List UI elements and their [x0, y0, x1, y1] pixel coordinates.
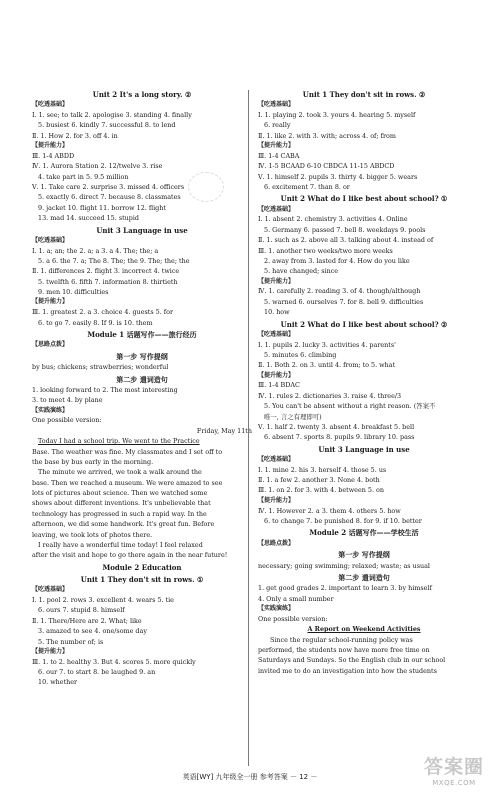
section-tag: 【吃透基础】: [32, 236, 69, 244]
watermark-url: MXQE.COM: [432, 779, 476, 787]
section-heading: 第二步 遣词造句: [116, 374, 168, 384]
answer-line: base. Then we reached a museum. We were amazed to see: [32, 478, 223, 487]
answer-line: 5. a 6. the 7. a; The 8. The; the 9. The; the; the: [38, 256, 190, 265]
section-heading: 第一步 写作提纲: [338, 550, 390, 560]
section-tag: 【吃透基础】: [32, 101, 69, 109]
answer-line: 3. amazed to see 4. one/some day: [38, 627, 147, 636]
answer-line: 9. men 10. difficulties: [38, 288, 109, 297]
answer-line: 6. our 7. to start 8. be laughed 9. an: [38, 668, 156, 677]
section-heading: Unit 1 They don't sit in rows. ①: [80, 575, 204, 585]
answer-line: I really have a wonderful time today! I feel relaxed: [38, 540, 203, 549]
section-tag: 【吃透基础】: [258, 101, 295, 109]
answer-line: Ⅳ. 1. However 2. a 3. them 4. others 5. how: [258, 506, 401, 515]
essay-line: Today I had a school trip. We went to the Practice: [38, 437, 200, 446]
answer-line: Ⅳ. 1. Aurora Station 2. 12/twelve 3. rise: [32, 162, 163, 171]
answer-line: One possible version:: [32, 416, 102, 425]
answer-line: 10. how: [264, 308, 290, 317]
answer-line: Ⅲ. 1. another two weeks/two more weeks: [258, 246, 393, 255]
answer-line: Ⅲ. 1. to 2. healthy 3. But 4. scores 5. more quickly: [32, 657, 196, 666]
answer-line: 1. looking forward to 2. The most interesting: [32, 385, 178, 394]
section-heading: Unit 2 It's a long story. ②: [92, 90, 192, 99]
watermark-logo-text: 答案圈: [423, 756, 484, 778]
section-tag: 【实践演练】: [32, 406, 69, 414]
answer-line: 9. jacket 10. flight 11. borrow 12. flight: [38, 203, 166, 212]
answer-line: The minute we arrived, we took a walk around the: [38, 468, 202, 477]
answer-line: 5. Germany 6. passed 7. bell 8. weekdays 9. pools: [264, 225, 426, 234]
answer-line: Base. The weather was fine. My classmates and I set off to: [32, 447, 223, 456]
answer-line: Ⅰ. 1. pool 2. rows 3. excellent 4. wears 5. tie: [32, 596, 174, 605]
section-heading: Unit 2 What do I like best about school? ①: [280, 194, 448, 204]
answer-line: Ⅱ. 1. such as 2. above all 3. talking about 4. instead of: [258, 236, 434, 245]
answer-line: shows about different inventions. It's unbelievable that: [32, 499, 211, 508]
answer-line: Ⅱ. 1. There/Here are 2. What; like: [32, 616, 142, 625]
answer-line: 10. whether: [38, 678, 78, 687]
answer-line: Ⅳ. 1. rules 2. dictionaries 3. raise 4. three/3: [258, 391, 402, 400]
answer-line: One possible version:: [258, 614, 328, 623]
answer-line: 5. have changed; since: [264, 267, 339, 276]
answer-line: 5. warned 6. ourselves 7. for 8. bell 9. difficulties: [264, 297, 424, 306]
answer-line: 6. to go 7. easily 8. If 9. is 10. them: [38, 318, 153, 327]
answer-line: Since the regular school-running policy was: [270, 635, 413, 644]
column-divider: [248, 90, 249, 766]
section-heading: Unit 1 They don't sit in rows. ②: [302, 90, 426, 99]
site-watermark: [424, 752, 484, 787]
answer-line: 6. excitement 7. than 8. or: [264, 183, 350, 192]
faint-stamp-mark: [188, 172, 224, 202]
answer-line: Ⅱ. 1. differences 2. flight 3. incorrect 4. twice: [32, 267, 180, 276]
section-tag: 【实践演练】: [258, 605, 295, 613]
answer-line: by bus; chickens; strawberries; wonderful: [32, 363, 169, 372]
answer-line: Ⅲ. 1. on 2. for 3. with 4. between 5. on: [258, 486, 384, 495]
answer-line: Ⅰ. 1. playing 2. took 3. yours 4. hearing 5. myself: [258, 111, 416, 120]
answer-line: lots of pictures about science. Then we watched some: [32, 489, 208, 498]
section-heading: Unit 3 Language in use: [96, 225, 188, 235]
answer-line: Ⅲ. 1-4 CABA: [258, 151, 300, 160]
section-tag: 【吃透基础】: [32, 586, 69, 594]
answer-line: Ⅲ. 1-4 BDAC: [258, 381, 300, 390]
answer-line: leaving, we took lots of photos there.: [32, 530, 153, 539]
section-tag: 【提升能力】: [258, 371, 295, 379]
answer-line: the base by bus early in the morning.: [32, 457, 154, 466]
section-tag: 【吃透基础】: [258, 330, 295, 338]
answer-line: Ⅰ. 1. a; an; the 2. a; a 3. a 4. The; the; a: [32, 246, 159, 255]
answer-line: 5. busiest 6. kindly 7. successful 8. to lend: [38, 121, 176, 130]
answer-line: 2. away from 3. lasted for 4. How do you like: [264, 256, 410, 265]
section-heading: 第一步 写作提纲: [116, 351, 168, 361]
answer-line: 5. minutes 6. climbing: [264, 350, 337, 359]
answer-line: Ⅱ. 1. Both 2. on 3. until 4. from; to 5. what: [258, 361, 396, 370]
section-tag: 【吃透基础】: [258, 456, 295, 463]
answer-line: 4. take part in 5. 9.5 million: [38, 172, 129, 181]
answer-line: Ⅰ. 1. see; to talk 2. apologise 3. standing 4. finally: [32, 111, 192, 120]
answer-line: Ⅲ. 1-4 ABDD: [32, 151, 75, 160]
answer-line: 5. twelfth 6. fifth 7. information 8. thirtieth: [38, 277, 178, 286]
section-heading: 第二步 遣词造句: [338, 573, 390, 583]
answer-line: 13. mad 14. succeed 15. stupid: [38, 214, 140, 223]
section-heading: Module 2 话题写作——学校生活: [309, 528, 419, 538]
section-tag: 【提升能力】: [258, 277, 295, 285]
answer-line: 6. to change 7. be punished 8. for 9. if 10. better: [264, 516, 422, 525]
answer-line: 5. exactly 6. direct 7. because 8. classmates: [38, 193, 181, 202]
section-tag: 【提升能力】: [32, 647, 69, 655]
section-tag: 【提升能力】: [32, 298, 69, 306]
answer-line: Ⅲ. 1. greatest 2. a 3. choice 4. guests 5. for: [32, 308, 174, 317]
section-tag: 【提升能力】: [32, 142, 69, 150]
answer-line: Ⅱ. 1. like 2. with 3. with; across 4. of; from: [258, 131, 396, 140]
answer-line: necessary; going swimming; relaxed; waste; as usual: [258, 561, 430, 570]
answer-line: 6. ours 7. stupid 8. himself: [38, 606, 125, 615]
section-heading: Module 1 话题写作——旅行经历: [87, 329, 197, 339]
section-tag: 【思路点拨】: [258, 539, 295, 547]
answer-line: Ⅰ. 1. absent 2. chemistry 3. activities 4. Online: [258, 215, 408, 224]
answer-line: Ⅱ. 1. How 2. for 3. off 4. in: [32, 131, 118, 140]
answer-line: Ⅳ. 1-5 BCAAD 6-10 CBDCA 11-15 ABDCD: [258, 162, 395, 171]
answer-line: technology has progressed in such a rapid way. In the: [32, 509, 207, 518]
answer-line: 唯一, 言之有理即可): [264, 412, 322, 421]
section-tag: 【提升能力】: [258, 496, 295, 504]
essay-line: A Report on Weekend Activities: [307, 625, 421, 634]
answer-line: Ⅴ. 1. himself 2. pupils 3. thirty 4. bigger 5. wears: [258, 172, 418, 181]
answer-line: 5. The number of; is: [38, 637, 104, 646]
section-tag: 【思路点拨】: [32, 341, 69, 349]
section-heading: Unit 2 What do I like best about school? ②: [280, 319, 448, 329]
page-footer: 英语[WY] 九年级全一册 参考答案 － 12 －: [182, 773, 318, 781]
right-column: [258, 88, 470, 676]
section-tag: 【吃透基础】: [258, 205, 295, 213]
answer-line: performed, the students now have more free time on: [258, 645, 430, 654]
answer-line: 6. really: [264, 121, 291, 130]
answer-line: invited me to do an investigation into how the students: [258, 666, 437, 675]
section-heading: Unit 3 Language in use: [318, 444, 410, 454]
section-tag: 【提升能力】: [258, 142, 295, 150]
answer-line: 4. Only a small number: [258, 594, 334, 603]
answer-line: Ⅴ. 1. Take care 2. surprise 3. missed 4. officers: [32, 183, 185, 192]
answer-line: Ⅰ. 1. pupils 2. lucky 3. activities 4. parents': [258, 340, 396, 349]
section-heading: Module 2 Education: [102, 562, 182, 572]
answer-line: Ⅴ. 1. half 2. twenty 3. absent 4. breakfast 5. bell: [258, 422, 415, 431]
answer-line: Ⅰ. 1. mine 2. his 3. herself 4. those 5. us: [258, 465, 387, 474]
answer-line: afternoon, we did some handwork. It's great fun. Before: [32, 520, 215, 529]
essay-date: Friday, May 11th: [196, 426, 252, 435]
answer-line: Ⅱ. 1. a few 2. another 3. None 4. both: [258, 476, 380, 485]
answer-line: 6. absent 7. sports 8. pupils 9. library 10. pass: [264, 433, 415, 442]
answer-line: 3. to meet 4. by plane: [32, 396, 103, 405]
answer-line: Ⅳ. 1. carefully 2. reading 3. of 4. though/although: [258, 287, 421, 296]
answer-line: after the visit and hope to go there again in the near future!: [32, 551, 228, 560]
answer-line: 5. You can't be absent without a right reason. (答案不: [264, 402, 436, 411]
answer-line: 1. get good grades 2. important to learn 3. by himself: [258, 584, 432, 593]
answer-line: Saturdays and Sundays. So the English club in our school: [258, 656, 446, 665]
